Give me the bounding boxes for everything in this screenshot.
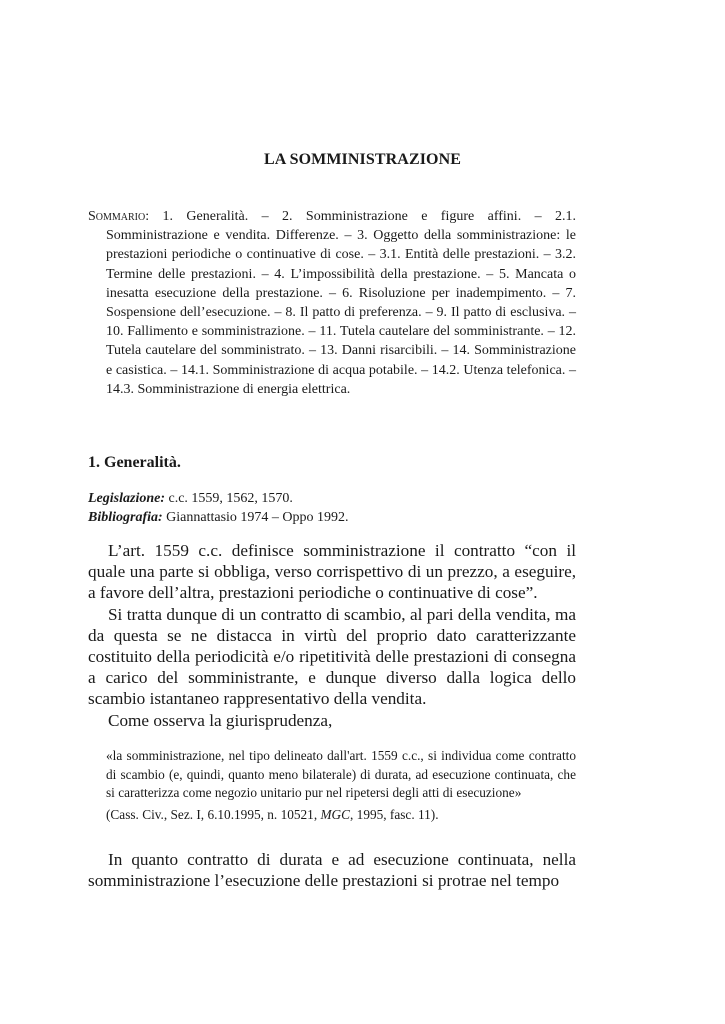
bibliography-text: Giannattasio 1974 – Oppo 1992. bbox=[162, 510, 349, 525]
section-meta bbox=[88, 489, 349, 527]
bibliography-label: Bibliografia: bbox=[88, 510, 163, 525]
block-quote bbox=[106, 747, 576, 824]
legislation-text: c.c. 1559, 1562, 1570. bbox=[165, 491, 293, 506]
quote-text: «la somministrazione, nel tipo delineato dall'art. 1559 c.c., si individua come contratto di scambio (e, quindi, quanto meno bilaterale) di durata, ad esecuzione continuata, che si caratterizza come negozio unitario pur nel ripetersi degli atti di esecuzione» bbox=[106, 748, 576, 801]
summary-label: Sommario bbox=[88, 209, 146, 224]
summary-block bbox=[88, 207, 576, 399]
quote-citation bbox=[106, 806, 576, 825]
closing-text bbox=[88, 849, 576, 891]
paragraph: In quanto contratto di durata e ad esecuzione continuata, nella somministrazione l’esecuzione delle prestazioni si protrae nel tempo bbox=[88, 850, 576, 891]
legislation-label: Legislazione: bbox=[88, 491, 165, 506]
citation-journal: MGC bbox=[320, 806, 351, 822]
section-heading: 1. Generalità. bbox=[88, 454, 181, 471]
summary-text: : 1. Generalità. – 2. Somministrazione e figure affini. – 2.1. Somministrazione e vendita. Differenze. – 3. Oggetto della somministrazione: le prestazioni periodiche o continuative di cose. – 3.1. Entità delle prestazioni. – 3.2. Termine delle prestazioni. – 4. L’impossibilità della prestazione. – 5. Mancata o inesatta esecuzione della prestazione. – 6. Risoluzione per inadempimento. – 7. Sospensione dell’esecuzione. – 8. Il patto di preferenza. – 9. Il patto di esclusiva. – 10. Fallimento e somministrazione. – 11. Tutela cautelare del somministrante. – 12. Tutela cautelare del somministrato. – 13. Danni risarcibili. – 14. Somministrazione e casistica. – 14.1. Somministrazione di acqua potabile. – 14.2. Utenza telefonica. – 14.3. Somministrazione di energia elettrica. bbox=[106, 209, 576, 397]
paragraph: Si tratta dunque di un contratto di scambio, al pari della vendita, ma da questa se ne distacca in virtù del proprio dato caratterizzante costituito della periodicità e/o ripetitività delle prestazioni di consegna a carico del somministrante, e dunque diverso dalla logica dello scambio istantaneo rappresentativo della vendita. bbox=[88, 604, 576, 709]
chapter-title: LA SOMMINISTRAZIONE bbox=[263, 151, 462, 168]
legislation-line bbox=[88, 489, 349, 508]
citation-suffix: , 1995, fasc. 11). bbox=[350, 806, 439, 822]
paragraph: Come osserva la giurisprudenza, bbox=[108, 710, 333, 730]
citation-prefix: (Cass. Civ., Sez. I, 6.10.1995, n. 10521, bbox=[106, 806, 321, 822]
paragraph: L’art. 1559 c.c. definisce somministrazione il contratto “con il quale una parte si obbliga, verso corrispettivo di un prezzo, a eseguire, a favore dell’altra, prestazioni periodiche o continuative di cose”. bbox=[88, 541, 576, 603]
bibliography-line bbox=[88, 508, 349, 527]
body-text bbox=[88, 540, 576, 731]
